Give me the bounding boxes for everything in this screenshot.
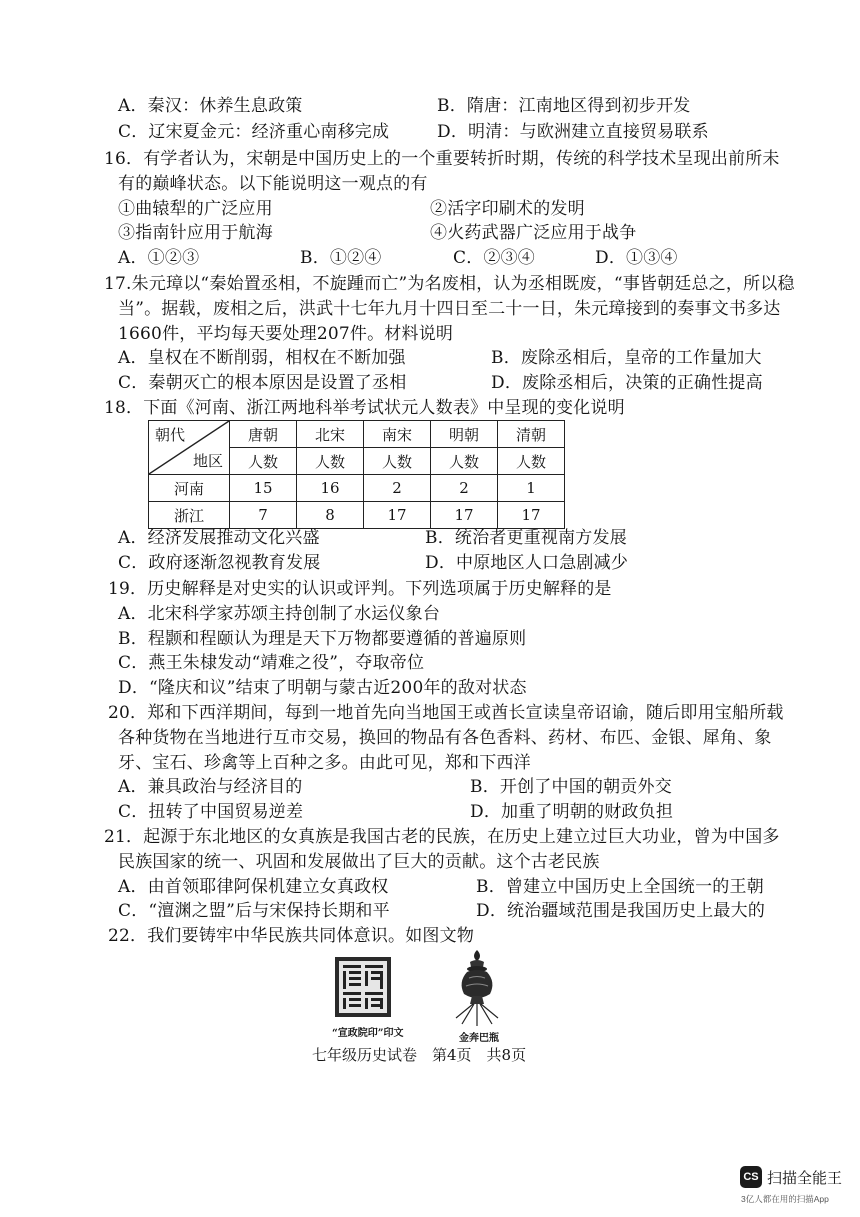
count-cell: 15	[230, 475, 297, 502]
q18-option-a: A．经济发展推动文化兴盛	[118, 528, 320, 548]
q20-option-c: C．扭转了中国贸易逆差	[118, 802, 304, 822]
scanner-tagline: 3亿人都在用的扫描App	[741, 1194, 829, 1204]
q15-option-b: B．隋唐：江南地区得到初步开发	[437, 96, 691, 116]
corner-dynasty-label: 朝代	[155, 426, 186, 444]
count-cell: 1	[498, 475, 565, 502]
scanner-app-name: 扫描全能王	[767, 1170, 843, 1187]
region-cell: 河南	[149, 475, 230, 502]
region-cell: 浙江	[149, 502, 230, 529]
q16-item-2: ②活字印刷术的发明	[430, 199, 585, 219]
count-cell: 2	[364, 475, 431, 502]
dynasty-header: 明朝	[431, 421, 498, 448]
q21-option-a: A．由首领耶律阿保机建立女真政权	[118, 877, 389, 897]
unit-header: 人数	[431, 448, 498, 475]
q20-option-a: A．兼具政治与经济目的	[118, 777, 303, 797]
q15-option-d: D．明清：与欧洲建立直接贸易联系	[437, 122, 709, 142]
count-cell: 16	[297, 475, 364, 502]
q21-option-c: C．“澶渊之盟”后与宋保持长期和平	[118, 901, 390, 921]
q18-option-c: C．政府逐渐忽视教育发展	[118, 553, 321, 573]
q19-stem: 19．历史解释是对史实的认识或评判。下列选项属于历史解释的是	[108, 579, 612, 599]
q17-option-c: C．秦朝灭亡的根本原因是设置了丞相	[118, 373, 407, 393]
q20-stem-line-3: 牙、宝石、珍禽等上百种之多。由此可见，郑和下西洋	[118, 753, 531, 773]
dynasty-header: 清朝	[498, 421, 565, 448]
q19-option-a: A．北宋科学家苏颂主持创制了水运仪象台	[118, 604, 441, 624]
count-cell: 17	[498, 502, 565, 529]
q20-option-b: B．开创了中国的朝贡外交	[470, 777, 672, 797]
q17-stem-line-3: 1660件，平均每天要处理207件。材料说明	[118, 324, 454, 344]
q20-stem-line-1: 20．郑和下西洋期间，每到一地首先向当地国王或酋长宣读皇帝诏谕，随后即用宝船所载	[108, 703, 784, 723]
q17-stem-line-1: 17.朱元璋以“秦始置丞相，不旋踵而亡”为名废相，认为丞相既废，“事皆朝廷总之，所以稳	[104, 274, 795, 294]
q15-option-a: A．秦汉：休养生息政策	[118, 96, 303, 116]
q18-option-b: B．统治者更重视南方发展	[425, 528, 627, 548]
q20-option-d: D．加重了明朝的财政负担	[470, 802, 674, 822]
q17-option-d: D．废除丞相后，决策的正确性提高	[491, 373, 763, 393]
q20-stem-line-2: 各种货物在当地进行互市交易，换回的物品有各色香料、药材、布匹、金银、犀角、象	[118, 728, 772, 748]
table-row	[149, 502, 565, 529]
unit-header: 人数	[297, 448, 364, 475]
q16-option-b: B．①②④	[300, 248, 382, 268]
q16-item-1: ①曲辕犁的广泛应用	[118, 199, 273, 219]
q17-option-a: A．皇权在不断削弱，相权在不断加强	[118, 348, 406, 368]
q21-stem-line-1: 21．起源于东北地区的女真族是我国古老的民族，在历史上建立过巨大功业，曾为中国多	[104, 827, 780, 847]
q16-item-4: ④火药武器广泛应用于战争	[430, 223, 637, 243]
seal-impression-image	[334, 956, 392, 1018]
count-cell: 17	[364, 502, 431, 529]
zhuangyuan-count-table	[148, 420, 565, 529]
q16-option-a: A．①②③	[118, 248, 200, 268]
table-row	[149, 475, 565, 502]
page-footer: 七年级历史试卷 第4页 共8页	[312, 1046, 527, 1064]
q16-option-d: D．①③④	[595, 248, 678, 268]
q16-stem-line-1: 16．有学者认为，宋朝是中国历史上的一个重要转折时期，传统的科学技术呈现出前所未	[104, 149, 780, 169]
camscanner-logo-icon: CS	[740, 1166, 762, 1188]
q21-option-d: D．统治疆域范围是我国历史上最大的	[476, 901, 766, 921]
q21-option-b: B．曾建立中国历史上全国统一的王朝	[476, 877, 764, 897]
unit-header: 人数	[498, 448, 565, 475]
q16-item-3: ③指南针应用于航海	[118, 223, 273, 243]
dynasty-header: 唐朝	[230, 421, 297, 448]
count-cell: 17	[431, 502, 498, 529]
q17-option-b: B．废除丞相后，皇帝的工作量加大	[491, 348, 762, 368]
dynasty-header: 南宋	[364, 421, 431, 448]
dynasty-header: 北宋	[297, 421, 364, 448]
golden-urn-image	[452, 948, 502, 1028]
corner-region-label: 地区	[192, 452, 223, 470]
q18-stem: 18．下面《河南、浙江两地科举考试状元人数表》中呈现的变化说明	[104, 398, 625, 418]
q18-option-d: D．中原地区人口急剧减少	[425, 553, 629, 573]
count-cell: 7	[230, 502, 297, 529]
q19-option-d: D．“隆庆和议”结束了明朝与蒙古近200年的敌对状态	[118, 678, 527, 698]
q17-stem-line-2: 当”。据载，废相之后，洪武十七年九月十四日至二十一日，朱元璋接到的奏事文书多达	[118, 299, 781, 319]
unit-header: 人数	[230, 448, 297, 475]
q19-option-b: B．程颢和程颐认为理是天下万物都要遵循的普遍原则	[118, 629, 527, 649]
unit-header: 人数	[364, 448, 431, 475]
count-cell: 8	[297, 502, 364, 529]
q19-option-c: C．燕王朱棣发动“靖难之役”，夺取帝位	[118, 653, 425, 673]
q16-option-c: C．②③④	[453, 248, 536, 268]
urn-caption: 金奔巴瓶	[459, 1033, 499, 1044]
q16-stem-line-2: 有的巅峰状态。以下能说明这一观点的有	[118, 174, 428, 194]
q15-option-c: C．辽宋夏金元：经济重心南移完成	[118, 122, 390, 142]
seal-caption: “宣政院印”印文	[332, 1028, 404, 1039]
count-cell: 2	[431, 475, 498, 502]
q22-stem: 22．我们要铸牢中华民族共同体意识。如图文物	[108, 926, 475, 946]
table-corner-cell	[149, 421, 230, 475]
q21-stem-line-2: 民族国家的统一、巩固和发展做出了巨大的贡献。这个古老民族	[118, 852, 600, 872]
